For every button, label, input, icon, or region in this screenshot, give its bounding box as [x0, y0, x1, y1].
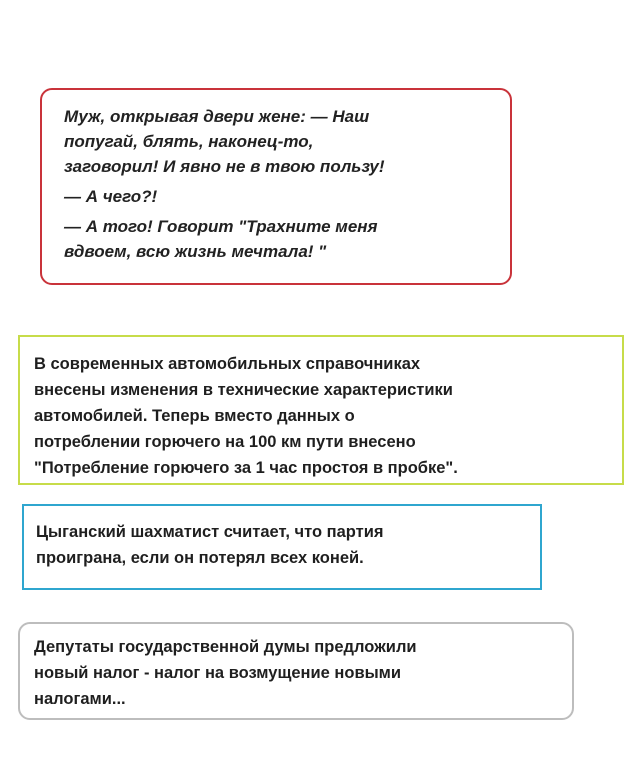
joke-text-line: вдвоем, всю жизнь мечтала! " [64, 242, 327, 261]
joke-card-chess [22, 504, 542, 590]
joke-text-line: Муж, открывая двери жене: — Наш [64, 107, 370, 126]
joke-card-parrot [40, 88, 512, 285]
joke-text-line: Цыганский шахматист считает, что партия [36, 523, 384, 541]
joke-text-line: потреблении горючего на 100 км пути внесено [34, 433, 416, 451]
joke-text-line: внесены изменения в технические характеристики [34, 381, 453, 399]
joke-text-line: автомобилей. Теперь вместо данных о [34, 407, 355, 425]
joke-text-line: "Потребление горючего за 1 час простоя в пробке". [34, 459, 458, 477]
joke-text-line: проиграна, если он потерял всех коней. [36, 549, 364, 567]
joke-card-tax [18, 622, 574, 720]
joke-text-line: новый налог - налог на возмущение новыми [34, 664, 402, 682]
joke-text-line: — А чего?! [64, 187, 158, 206]
joke-text-line: Депутаты государственной думы предложили [34, 638, 417, 656]
joke-text-line: заговорил! И явно не в твою пользу! [64, 157, 385, 176]
joke-text-line: налогами... [34, 690, 126, 708]
joke-text-line: попугай, блять, наконец-то, [64, 132, 314, 151]
joke-text-line: В современных автомобильных справочниках [34, 355, 421, 373]
joke-text-line: — А того! Говорит "Трахните меня [64, 217, 378, 236]
joke-card-car-handbook [18, 335, 624, 485]
